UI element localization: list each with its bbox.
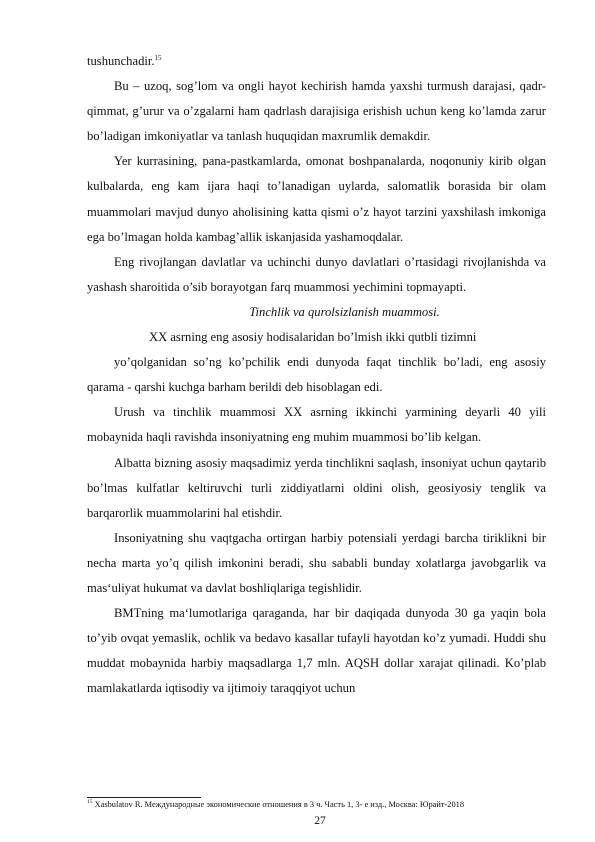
paragraph: Insoniyatning shu vaqtgacha ortirgan harbiy potensiali yerdagi barcha tiriklikni bir necha marta yo’q qilish imkonini beradi, shu sababli bunday xolatlarga javobgarlik va mas‘uliyat hukumat va davlat boshliqlariga tegishlidir. (87, 530, 546, 595)
body-text (87, 49, 546, 701)
paragraph: BMTning ma‘lumotlariga qaraganda, har bir daqiqada dunyoda 30 ga yaqin bola to’yib ovqat yemaslik, ochlik va bedavo kasallar tufayli hayotdan ko’z yumadi. Huddi shu muddat mobaynida harbiy maqsadlarga 1,7 mln. AQSH dollar xarajat qilinadi. Ko’plab mamlakatlarda iqtisodiy va ijtimoiy taraqqiyot uchun (87, 606, 546, 696)
paragraph: Albatta bizning asosiy maqsadimiz yerda tinchlikni saqlash, insoniyat uchun qaytarib bo’lmas kulfatlar keltiruvchi turli ziddiyatlarni oldini olish, geosiyosiy tenglik va barqarorlik muammolarini hal etishdir. (87, 455, 546, 520)
paragraph-continuation (87, 49, 546, 74)
paragraph: Bu – uzoq, sog’lom va ongli hayot kechirish hamda yaxshi turmush darajasi, qadr-qimmat, g’urur va o’zgalarni ham qadrlash darajisiga erishish uchun keng ko’lamda zarur bo’ladigan imkoniyatlar va tanlash huquqidan maxrumlik demakdir. (87, 79, 546, 144)
paragraph: Eng rivojlangan davlatlar va uchinchi dunyo davlatlari o’rtasidagi rivojlanishda va yashash sharoitida o’sib borayotgan farq muammosi yechimini topmayapti. (87, 254, 546, 294)
section-heading: Tinchlik va qurolsizlanish muammosi. (249, 304, 440, 319)
footnote-ref: 15 (154, 53, 162, 62)
page-number: 27 (314, 815, 326, 827)
footnote (87, 799, 557, 810)
paragraph: XX asrning eng asosiy hodisalaridan bo’lmish ikki qutbli tizimni (149, 330, 477, 345)
footnote-text: Xasbulatov R. Международные экономические отношения в 3 ч. Часть 1, 3- е изд., Москва: Юрайт-2018 (92, 800, 465, 809)
paragraph: yo’qolganidan so’ng ko’pchilik endi dunyoda faqat tinchlik bo’ladi, eng asosiy qarama - qarshi kuchga barham berildi deb hisoblagan edi. (87, 355, 546, 395)
footnote-divider (87, 797, 201, 798)
footnote-number: 15 (87, 799, 93, 806)
paragraph: Urush va tinchlik muammosi XX asrning ikkinchi yarmining deyarli 40 yili mobaynida haqli ravishda insoniyatning eng muhim muammosi bo’lib kelgan. (87, 405, 546, 445)
paragraph: Yer kurrasining, pana-pastkamlarda, omonat boshpanalarda, noqonuniy kirib olgan kulbalarda, eng kam ijara haqi to’lanadigan uylarda, salomatlik borasida bir olam muammolari mavjud dunyo aholisining katta qismi o’z hayot tarzini yaxshilash imkoniga ega bo’lmagan holda kambag’allik iskanjasida yashamoqdalar. (87, 154, 546, 244)
paragraph-text: tushunchadir. (87, 54, 155, 68)
